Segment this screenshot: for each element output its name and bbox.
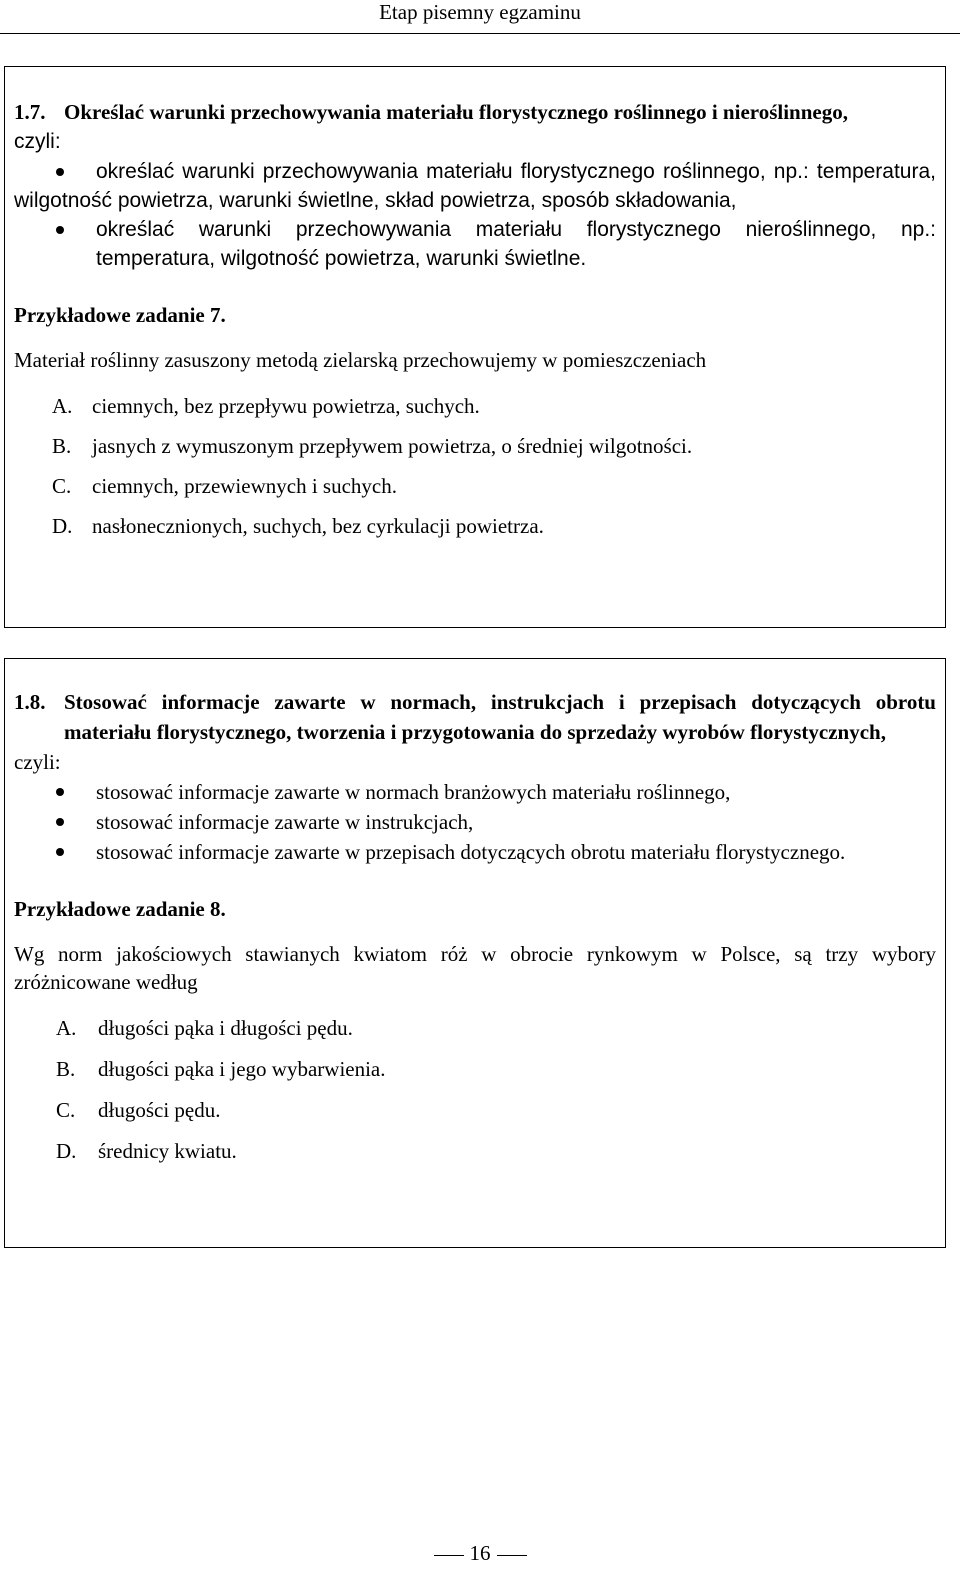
list-item-text: określać warunki przechowywania materiału florystycznego nieroślinnego, np.: temperatura, wilgotność powietrza, warunki świetlne. bbox=[96, 218, 936, 270]
answer-text: długości pędu. bbox=[98, 1098, 221, 1123]
section-number: 1.8. bbox=[14, 690, 46, 714]
answer-text: jasnych z wymuszonym przepływem powietrza, o średniej wilgotności. bbox=[92, 434, 693, 459]
list-item-text: stosować informacje zawarte w instrukcjach, bbox=[96, 810, 474, 834]
answer-option-c bbox=[14, 1090, 936, 1131]
answer-letter: D. bbox=[56, 1139, 77, 1164]
section-1-7-box bbox=[4, 66, 946, 628]
answer-option-b bbox=[14, 426, 936, 466]
answer-text: długości pąka i długości pędu. bbox=[98, 1016, 353, 1041]
section-1-8-box bbox=[4, 658, 946, 1248]
answer-text: ciemnych, przewiewnych i suchych. bbox=[92, 474, 397, 499]
list-item bbox=[14, 837, 936, 867]
answer-letter: C. bbox=[56, 1098, 76, 1123]
answer-option-a bbox=[14, 386, 936, 426]
answer-letter: A. bbox=[52, 394, 73, 419]
answer-list bbox=[14, 1008, 936, 1172]
answer-option-c bbox=[14, 466, 936, 506]
bullet-list bbox=[14, 777, 936, 867]
list-item bbox=[14, 807, 936, 837]
header-title: Etap pisemny egzaminu bbox=[379, 0, 581, 24]
answer-letter: D. bbox=[52, 514, 73, 539]
answer-option-a bbox=[14, 1008, 936, 1049]
task-question: Materiał roślinny zasuszony metodą zielarską przechowujemy w pomieszczeniach bbox=[14, 348, 707, 373]
dash-right bbox=[497, 1555, 527, 1556]
answer-list bbox=[14, 386, 936, 546]
answer-letter: B. bbox=[56, 1057, 76, 1082]
answer-option-d bbox=[14, 506, 936, 546]
answer-text: nasłonecznionych, suchych, bez cyrkulacji powietrza. bbox=[92, 514, 544, 539]
page-header bbox=[0, 0, 960, 34]
dash-left bbox=[434, 1555, 464, 1556]
section-title bbox=[14, 97, 936, 127]
section-title-text: Stosować informacje zawarte w normach, instrukcjach i przepisach dotyczących obrotu materiału florystycznego, tworzenia i przygotowania do sprzedaży wyrobów florystycznych, bbox=[64, 690, 936, 744]
answer-letter: C. bbox=[52, 474, 72, 499]
list-item bbox=[14, 157, 936, 215]
answer-option-d bbox=[14, 1131, 936, 1172]
czyli-label: czyli: bbox=[14, 750, 61, 774]
section-title bbox=[14, 687, 936, 747]
section-number: 1.7. bbox=[14, 100, 46, 124]
answer-option-b bbox=[14, 1049, 936, 1090]
bullet-icon bbox=[56, 226, 64, 234]
answer-text: średnicy kwiatu. bbox=[98, 1139, 237, 1164]
answer-text: długości pąka i jego wybarwienia. bbox=[98, 1057, 386, 1082]
bullet-icon bbox=[56, 788, 64, 796]
answer-letter: A. bbox=[56, 1016, 77, 1041]
section-title-text: Określać warunki przechowywania materiału florystycznego roślinnego i nieroślinnego, bbox=[64, 100, 848, 124]
page-number bbox=[0, 1541, 960, 1566]
list-item-text: stosować informacje zawarte w normach branżowych materiału roślinnego, bbox=[96, 780, 731, 804]
page-number-text: 16 bbox=[469, 1541, 491, 1565]
list-item-text: określać warunki przechowywania materiału florystycznego roślinnego, np.: temperatura, wilgotność powietrza, warunki świetlne, skład powietrza, sposób składowania, bbox=[14, 160, 936, 212]
list-item-text: stosować informacje zawarte w przepisach dotyczących obrotu materiału florystycznego. bbox=[96, 840, 846, 864]
bullet-icon bbox=[56, 818, 64, 826]
bullet-icon bbox=[56, 168, 64, 176]
czyli-label: czyli: bbox=[14, 130, 61, 153]
task-title: Przykładowe zadanie 7. bbox=[14, 303, 226, 327]
task-title: Przykładowe zadanie 8. bbox=[14, 897, 226, 921]
task-question: Wg norm jakościowych stawianych kwiatom róż w obrocie rynkowym w Polsce, są trzy wybory zróżnicowane według bbox=[14, 942, 936, 995]
answer-letter: B. bbox=[52, 434, 72, 459]
list-item bbox=[14, 777, 936, 807]
bullet-icon bbox=[56, 848, 64, 856]
answer-text: ciemnych, bez przepływu powietrza, suchych. bbox=[92, 394, 480, 419]
list-item bbox=[14, 215, 936, 273]
